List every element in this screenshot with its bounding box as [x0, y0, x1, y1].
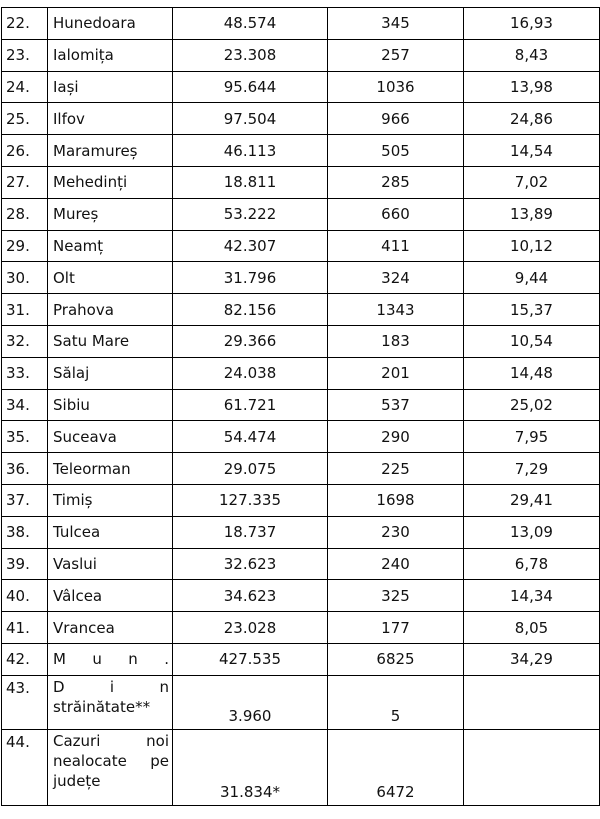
value-col1: 95.644 — [173, 71, 328, 103]
table-row — [2, 198, 600, 230]
table-row — [2, 325, 600, 357]
table-row — [2, 453, 600, 485]
value-col2: 324 — [328, 262, 464, 294]
value-col3 — [464, 675, 600, 729]
row-number: 28. — [2, 198, 48, 230]
county-name: Ilfov — [48, 103, 173, 135]
row-number: 37. — [2, 484, 48, 516]
value-col1: 31.796 — [173, 262, 328, 294]
row-number: 22. — [2, 8, 48, 40]
county-name: Prahova — [48, 294, 173, 326]
row-number: 44. — [2, 729, 48, 805]
table-row — [2, 643, 600, 675]
value-col3: 25,02 — [464, 389, 600, 421]
value-col3: 7,95 — [464, 421, 600, 453]
county-name: Tulcea — [48, 516, 173, 548]
value-col2: 257 — [328, 39, 464, 71]
value-col1: 3.960 — [173, 675, 328, 729]
value-col1: 48.574 — [173, 8, 328, 40]
table-row — [2, 294, 600, 326]
row-number: 29. — [2, 230, 48, 262]
value-col1: 53.222 — [173, 198, 328, 230]
table-row — [2, 230, 600, 262]
value-col3: 34,29 — [464, 643, 600, 675]
table-row — [2, 135, 600, 167]
value-col2: 6472 — [328, 729, 464, 805]
value-col2: 6825 — [328, 643, 464, 675]
value-col3: 7,29 — [464, 453, 600, 485]
table-row — [2, 484, 600, 516]
value-col3: 13,98 — [464, 71, 600, 103]
table-row — [2, 548, 600, 580]
value-col2: 537 — [328, 389, 464, 421]
row-number: 39. — [2, 548, 48, 580]
row-number: 23. — [2, 39, 48, 71]
value-col1: 23.028 — [173, 612, 328, 644]
value-col2: 325 — [328, 580, 464, 612]
value-col1: 32.623 — [173, 548, 328, 580]
value-col2: 230 — [328, 516, 464, 548]
table-row — [2, 8, 600, 40]
table-row — [2, 516, 600, 548]
county-name: Vâlcea — [48, 580, 173, 612]
county-name: Olt — [48, 262, 173, 294]
county-name: Satu Mare — [48, 325, 173, 357]
value-col2: 183 — [328, 325, 464, 357]
row-number: 35. — [2, 421, 48, 453]
value-col1: 61.721 — [173, 389, 328, 421]
table-row — [2, 262, 600, 294]
county-name-line1: Cazuri noi — [53, 731, 169, 750]
row-number: 38. — [2, 516, 48, 548]
value-col3: 13,89 — [464, 198, 600, 230]
value-col3: 10,12 — [464, 230, 600, 262]
row-number: 30. — [2, 262, 48, 294]
county-name: Teleorman — [48, 453, 173, 485]
value-col1: 24.038 — [173, 357, 328, 389]
value-col2: 1343 — [328, 294, 464, 326]
value-col3: 6,78 — [464, 548, 600, 580]
value-col3: 7,02 — [464, 166, 600, 198]
value-col2: 660 — [328, 198, 464, 230]
value-col3: 10,54 — [464, 325, 600, 357]
county-name: Mureș — [48, 198, 173, 230]
row-number: 42. — [2, 643, 48, 675]
value-col3: 8,43 — [464, 39, 600, 71]
county-name: Mehedinți — [48, 166, 173, 198]
county-name: Timiș — [48, 484, 173, 516]
table-row — [2, 389, 600, 421]
row-number: 24. — [2, 71, 48, 103]
value-col1: 18.737 — [173, 516, 328, 548]
county-name: M u n . — [48, 643, 173, 675]
value-col2: 411 — [328, 230, 464, 262]
county-name: Sibiu — [48, 389, 173, 421]
value-col3: 29,41 — [464, 484, 600, 516]
value-col2: 225 — [328, 453, 464, 485]
county-name: Hunedoara — [48, 8, 173, 40]
row-number: 34. — [2, 389, 48, 421]
county-name: Neamț — [48, 230, 173, 262]
row-number: 27. — [2, 166, 48, 198]
table-row — [2, 103, 600, 135]
value-col1: 18.811 — [173, 166, 328, 198]
value-col2: 1036 — [328, 71, 464, 103]
row-number: 41. — [2, 612, 48, 644]
table-row — [2, 39, 600, 71]
value-col2: 285 — [328, 166, 464, 198]
table-row — [2, 357, 600, 389]
row-number: 25. — [2, 103, 48, 135]
table-row-43 — [2, 675, 600, 729]
table-row — [2, 580, 600, 612]
value-col1: 97.504 — [173, 103, 328, 135]
county-name: Sălaj — [48, 357, 173, 389]
county-name: Ialomița — [48, 39, 173, 71]
value-col2: 201 — [328, 357, 464, 389]
value-col2: 240 — [328, 548, 464, 580]
value-col3: 14,54 — [464, 135, 600, 167]
county-name — [48, 675, 173, 729]
cases-by-county-table — [1, 7, 600, 806]
value-col1: 46.113 — [173, 135, 328, 167]
value-col3: 8,05 — [464, 612, 600, 644]
county-name: Maramureș — [48, 135, 173, 167]
row-number: 36. — [2, 453, 48, 485]
table-row — [2, 166, 600, 198]
value-col3: 13,09 — [464, 516, 600, 548]
county-name: Iași — [48, 71, 173, 103]
row-number: 33. — [2, 357, 48, 389]
value-col1: 427.535 — [173, 643, 328, 675]
value-col3: 14,48 — [464, 357, 600, 389]
table-row-44 — [2, 729, 600, 805]
county-name: Vaslui — [48, 548, 173, 580]
row-number: 40. — [2, 580, 48, 612]
value-col3: 16,93 — [464, 8, 600, 40]
value-col1: 127.335 — [173, 484, 328, 516]
county-name-line2: străinătate** — [53, 697, 151, 716]
county-name: Suceava — [48, 421, 173, 453]
value-col3: 15,37 — [464, 294, 600, 326]
value-col1: 29.075 — [173, 453, 328, 485]
value-col1: 34.623 — [173, 580, 328, 612]
value-col2: 1698 — [328, 484, 464, 516]
value-col2: 5 — [328, 675, 464, 729]
value-col3: 14,34 — [464, 580, 600, 612]
row-number: 31. — [2, 294, 48, 326]
row-number: 32. — [2, 325, 48, 357]
value-col1: 42.307 — [173, 230, 328, 262]
row-number: 26. — [2, 135, 48, 167]
county-name-line3: județe — [53, 771, 101, 790]
value-col1: 54.474 — [173, 421, 328, 453]
table-row — [2, 71, 600, 103]
county-name — [48, 729, 173, 805]
value-col3: 9,44 — [464, 262, 600, 294]
value-col2: 177 — [328, 612, 464, 644]
value-col2: 505 — [328, 135, 464, 167]
value-col1: 31.834* — [173, 729, 328, 805]
value-col1: 82.156 — [173, 294, 328, 326]
value-col1: 23.308 — [173, 39, 328, 71]
row-number: 43. — [2, 675, 48, 729]
county-name-line1: D i n — [53, 677, 169, 696]
value-col3: 24,86 — [464, 103, 600, 135]
table-row — [2, 421, 600, 453]
value-col1: 29.366 — [173, 325, 328, 357]
county-name-line2: nealocate pe — [53, 751, 169, 770]
table-body — [2, 8, 600, 806]
table-row — [2, 612, 600, 644]
value-col2: 345 — [328, 8, 464, 40]
value-col2: 966 — [328, 103, 464, 135]
value-col2: 290 — [328, 421, 464, 453]
county-name: Vrancea — [48, 612, 173, 644]
value-col3 — [464, 729, 600, 805]
